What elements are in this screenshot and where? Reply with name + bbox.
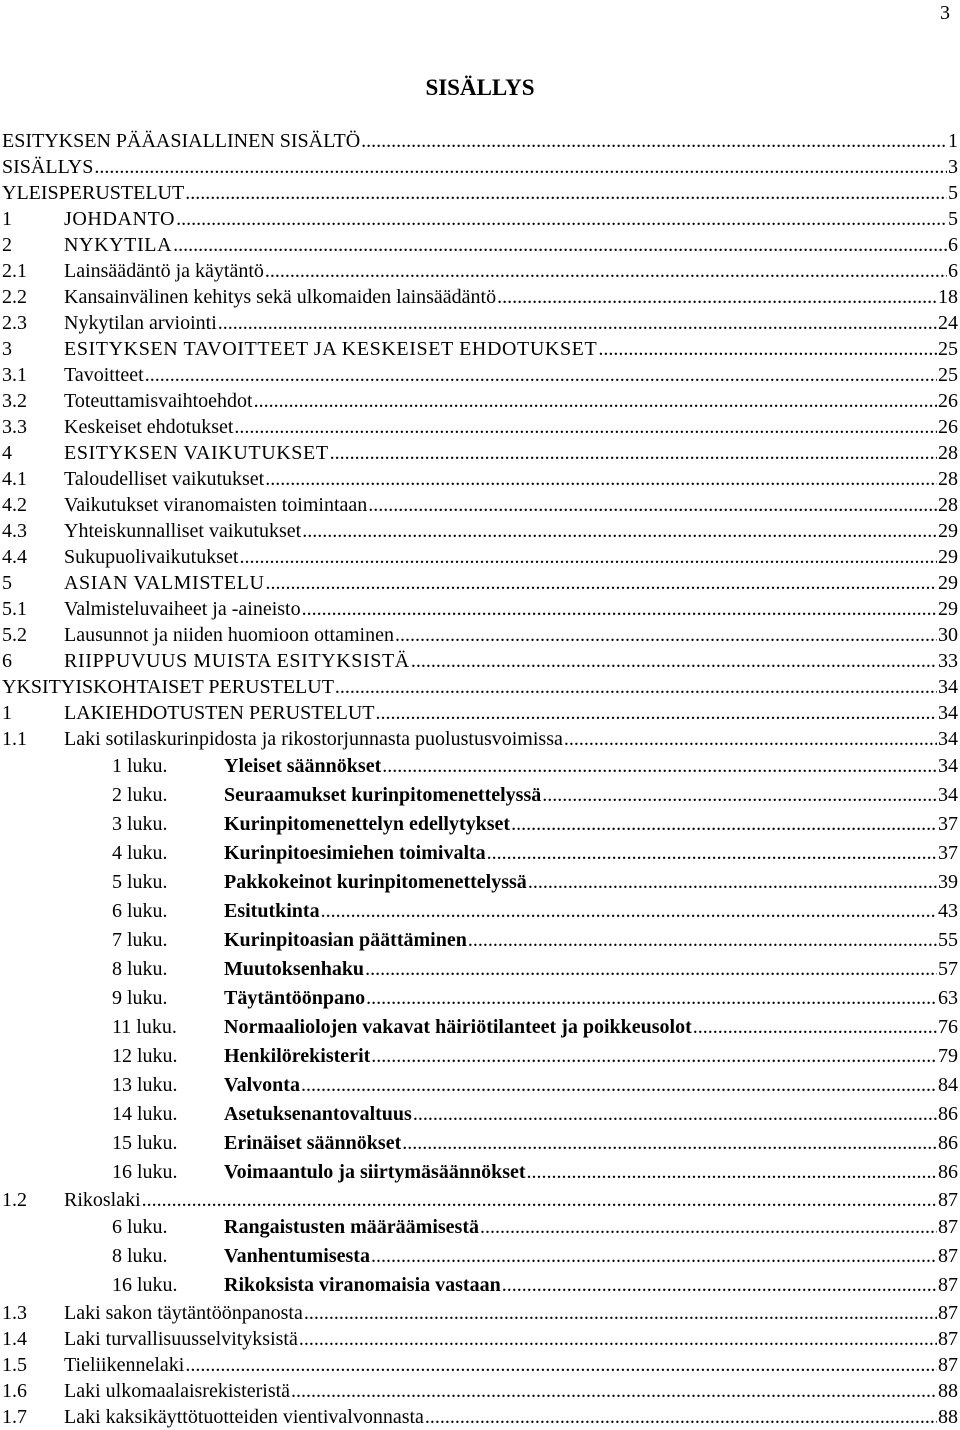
toc-entry[interactable]: [2, 440, 958, 466]
toc-entry[interactable]: [2, 781, 958, 810]
toc-entry-page: 29: [938, 520, 958, 542]
toc-entry-label: ESITYKSEN VAIKUTUKSET: [64, 442, 329, 464]
toc-entry-page: 88: [938, 1380, 958, 1402]
toc-entry-number: 8 luku.: [112, 1245, 168, 1267]
toc-entry-label: Seuraamukset kurinpitomenettelyssä: [224, 784, 542, 806]
toc-entry-page: 3: [948, 156, 958, 178]
toc-entry[interactable]: [2, 700, 958, 726]
toc-entry-label: Kurinpitoasian päättäminen: [224, 929, 467, 951]
toc-entry-number: 1.6: [2, 1380, 27, 1402]
toc-entry-page: 6: [948, 234, 958, 256]
toc-entry-page: 87: [938, 1274, 958, 1296]
toc-entry-number: 4.2: [2, 494, 27, 516]
toc-entry-label: Nykytilan arviointi: [64, 312, 217, 334]
toc-entry-label: SISÄLLYS: [2, 156, 94, 178]
toc-entry-number: 4.4: [2, 546, 27, 568]
toc-entry-page: 86: [938, 1132, 958, 1154]
toc-entry-page: 37: [938, 813, 958, 835]
toc-entry-label: YLEISPERUSTELUT: [2, 182, 185, 204]
toc-entry-page: 28: [938, 494, 958, 516]
toc-entry-page: 5: [948, 208, 958, 230]
toc-entry[interactable]: [2, 1271, 958, 1300]
toc-entry-number: 2.3: [2, 312, 27, 334]
toc-entry-number: 3.3: [2, 416, 27, 438]
toc-entry-number: 4: [2, 442, 12, 464]
toc-entry-number: 6 luku.: [112, 1216, 168, 1238]
toc-entry-page: 29: [938, 546, 958, 568]
toc-entry-number: 3: [2, 338, 12, 360]
dot-leader: [265, 258, 947, 284]
toc-entry-label: Valvonta: [224, 1074, 300, 1096]
dot-leader: [395, 622, 937, 648]
toc-entry[interactable]: [2, 984, 958, 1013]
toc-entry-number: 3.2: [2, 390, 27, 412]
toc-entry-number: 9 luku.: [112, 987, 168, 1009]
toc-entry-page: 39: [938, 871, 958, 893]
toc-entry-page: 87: [938, 1354, 958, 1376]
toc-entry-label: ASIAN VALMISTELU: [64, 572, 265, 594]
toc-entry-page: 29: [938, 598, 958, 620]
toc-entry[interactable]: [2, 1129, 958, 1158]
toc-entry[interactable]: [2, 1187, 958, 1213]
toc-entry[interactable]: [2, 544, 958, 570]
toc-entry-page: 28: [938, 442, 958, 464]
toc-entry-label: LAKIEHDOTUSTEN PERUSTELUT: [64, 702, 375, 724]
toc-entry-label: Keskeiset ehdotukset: [64, 416, 234, 438]
toc-entry-label: Taloudelliset vaikutukset: [64, 468, 265, 490]
toc-entry-page: 63: [938, 987, 958, 1009]
toc-entry-number: 1: [2, 702, 12, 724]
toc-entry-label: Tieliikennelaki: [64, 1354, 185, 1376]
toc-entry-number: 4 luku.: [112, 842, 168, 864]
page-number: 3: [940, 2, 950, 24]
toc-entry-label: Laki ulkomaalaisrekisteristä: [64, 1380, 291, 1402]
dot-leader: [376, 700, 937, 726]
toc-entry-label: Normaaliolojen vakavat häiriötilanteet ja poikkeusolot: [224, 1016, 692, 1038]
toc-entry-label: Erinäiset säännökset: [224, 1132, 402, 1154]
toc-entry-page: 34: [938, 755, 958, 777]
dot-leader: [94, 154, 947, 180]
toc-entry-number: 5: [2, 572, 12, 594]
toc-entry[interactable]: [2, 154, 958, 180]
toc-entry-number: 5.2: [2, 624, 27, 646]
dot-leader: [402, 1129, 937, 1158]
toc-entry-label: Asetuksenantovaltuus: [224, 1103, 412, 1125]
toc-entry-label: Muutoksenhaku: [224, 958, 365, 980]
toc-entry-page: 34: [938, 784, 958, 806]
toc-entry[interactable]: [2, 284, 958, 310]
dot-leader: [511, 810, 937, 839]
dot-leader: [218, 310, 937, 336]
toc-entry-page: 34: [938, 728, 958, 750]
dot-leader: [185, 1352, 937, 1378]
toc-entry[interactable]: [2, 518, 958, 544]
dot-leader: [173, 232, 947, 258]
toc-entry-number: 5.1: [2, 598, 27, 620]
toc-entry-label: Yleiset säännökset: [224, 755, 382, 777]
toc-entry-number: 1.2: [2, 1189, 27, 1211]
toc-entry[interactable]: [2, 955, 958, 984]
toc-entry[interactable]: [2, 839, 958, 868]
dot-leader: [291, 1378, 937, 1404]
toc-entry-number: 3 luku.: [112, 813, 168, 835]
toc-entry[interactable]: [2, 492, 958, 518]
dot-leader: [142, 1187, 937, 1213]
dot-leader: [302, 596, 937, 622]
toc-entry[interactable]: [2, 622, 958, 648]
dot-leader: [265, 466, 937, 492]
toc-entry[interactable]: [2, 1404, 958, 1430]
toc-entry-label: Kansainvälinen kehitys sekä ulkomaiden lainsäädäntö: [64, 286, 497, 308]
toc-entry[interactable]: [2, 1378, 958, 1404]
dot-leader: [371, 1242, 937, 1271]
toc-entry-page: 24: [938, 312, 958, 334]
toc-entry-number: 2.2: [2, 286, 27, 308]
toc-entry[interactable]: [2, 206, 958, 232]
dot-leader: [239, 544, 937, 570]
toc-entry-page: 6: [948, 260, 958, 282]
toc-entry-label: Lainsäädäntö ja käytäntö: [64, 260, 264, 282]
toc-entry-label: Rikoslaki: [64, 1189, 141, 1211]
toc-entry[interactable]: [2, 1100, 958, 1129]
toc-entry-number: 6: [2, 650, 12, 672]
dot-leader: [527, 1158, 937, 1187]
toc-entry-number: 1.4: [2, 1328, 27, 1350]
toc-entry-page: 34: [938, 676, 958, 698]
toc-entry-page: 87: [938, 1216, 958, 1238]
toc-entry-label: YKSITYISKOHTAISET PERUSTELUT: [2, 676, 334, 698]
dot-leader: [302, 518, 937, 544]
toc-entry[interactable]: [2, 128, 958, 154]
dot-leader: [502, 1271, 937, 1300]
toc-entry-label: Rangaistusten määräämisestä: [224, 1216, 479, 1238]
toc-entry-page: 37: [938, 842, 958, 864]
dot-leader: [468, 926, 937, 955]
toc-entry[interactable]: [2, 232, 958, 258]
toc-entry[interactable]: [2, 258, 958, 284]
toc-entry-label: Rikoksista viranomaisia vastaan: [224, 1274, 501, 1296]
toc-entry-number: 12 luku.: [112, 1045, 178, 1067]
dot-leader: [299, 1326, 937, 1352]
toc-entry-label: Pakkokeinot kurinpitomenettelyssä: [224, 871, 527, 893]
toc-entry[interactable]: [2, 362, 958, 388]
toc-entry-number: 11 luku.: [112, 1016, 177, 1038]
toc-entry[interactable]: [2, 648, 958, 674]
toc-entry-page: 87: [938, 1189, 958, 1211]
toc-entry[interactable]: [2, 466, 958, 492]
toc-entry[interactable]: [2, 336, 958, 362]
dot-leader: [365, 955, 937, 984]
dot-leader: [330, 440, 937, 466]
dot-leader: [266, 570, 937, 596]
toc-entry[interactable]: [2, 1352, 958, 1378]
dot-leader: [176, 206, 947, 232]
toc-entry-label: Valmisteluvaiheet ja -aineisto: [64, 598, 301, 620]
toc-entry-page: 5: [948, 182, 958, 204]
toc-entry[interactable]: [2, 596, 958, 622]
dot-leader: [598, 336, 937, 362]
toc-entry[interactable]: [2, 570, 958, 596]
toc-entry[interactable]: [2, 1300, 958, 1326]
dot-leader: [368, 492, 937, 518]
dot-leader: [304, 1300, 937, 1326]
toc-entry-page: 87: [938, 1245, 958, 1267]
toc-entry-page: 29: [938, 572, 958, 594]
dot-leader: [234, 414, 937, 440]
toc-entry-label: Toteuttamisvaihtoehdot: [64, 390, 253, 412]
toc-entry-page: 28: [938, 468, 958, 490]
dot-leader: [335, 674, 937, 700]
toc-entry-label: Sukupuolivaikutukset: [64, 546, 239, 568]
toc-entry-label: Kurinpitomenettelyn edellytykset: [224, 813, 511, 835]
toc-entry-number: 16 luku.: [112, 1161, 178, 1183]
toc-entry-page: 84: [938, 1074, 958, 1096]
toc-entry-label: Tavoitteet: [64, 364, 144, 386]
toc-entry[interactable]: [2, 1326, 958, 1352]
toc-entry-number: 3.1: [2, 364, 27, 386]
toc-entry-page: 1: [948, 130, 958, 152]
toc-entry-label: Esitutkinta: [224, 900, 320, 922]
toc-entry[interactable]: [2, 726, 958, 752]
toc-entry-number: 2.1: [2, 260, 27, 282]
toc-entry-number: 1: [2, 208, 12, 230]
toc-entry-label: Lausunnot ja niiden huomioon ottaminen: [64, 624, 394, 646]
toc-entry[interactable]: [2, 414, 958, 440]
toc-entry-number: 1.7: [2, 1406, 27, 1428]
toc-entry-label: NYKYTILA: [64, 234, 173, 256]
toc-entry-page: 86: [938, 1161, 958, 1183]
toc-entry-number: 1.3: [2, 1302, 27, 1324]
dot-leader: [564, 726, 937, 752]
toc-entry-page: 33: [938, 650, 958, 672]
toc-entry-page: 79: [938, 1045, 958, 1067]
toc-entry-label: Vanhentumisesta: [224, 1245, 370, 1267]
toc-entry-number: 1.5: [2, 1354, 27, 1376]
toc-entry[interactable]: [2, 1013, 958, 1042]
toc-entry-page: 34: [938, 702, 958, 724]
toc-entry-number: 4.1: [2, 468, 27, 490]
toc-entry-number: 6 luku.: [112, 900, 168, 922]
dot-leader: [487, 839, 937, 868]
dot-leader: [321, 897, 937, 926]
toc-entry[interactable]: [2, 310, 958, 336]
toc-entry[interactable]: [2, 1071, 958, 1100]
toc-entry-page: 55: [938, 929, 958, 951]
toc-entry-label: Kurinpitoesimiehen toimivalta: [224, 842, 486, 864]
dot-leader: [542, 781, 937, 810]
toc-entry-label: RIIPPUVUUS MUISTA ESITYKSISTÄ: [64, 650, 410, 672]
toc-entry-page: 26: [938, 390, 958, 412]
toc-entry-number: 2: [2, 234, 12, 256]
table-of-contents: [2, 128, 958, 1430]
toc-entry-number: 15 luku.: [112, 1132, 178, 1154]
dot-leader: [185, 180, 947, 206]
dot-leader: [693, 1013, 937, 1042]
toc-entry-page: 87: [938, 1328, 958, 1350]
toc-entry-number: 16 luku.: [112, 1274, 178, 1296]
toc-entry[interactable]: [2, 1042, 958, 1071]
toc-entry-label: Voimaantulo ja siirtymäsäännökset: [224, 1161, 526, 1183]
dot-leader: [413, 1100, 937, 1129]
toc-entry[interactable]: [2, 180, 958, 206]
toc-entry-page: 26: [938, 416, 958, 438]
toc-entry-page: 86: [938, 1103, 958, 1125]
dot-leader: [371, 1042, 937, 1071]
toc-entry[interactable]: [2, 926, 958, 955]
toc-entry-page: 87: [938, 1302, 958, 1324]
toc-entry-page: 43: [938, 900, 958, 922]
dot-leader: [382, 752, 937, 781]
toc-entry-number: 13 luku.: [112, 1074, 178, 1096]
dot-leader: [254, 388, 937, 414]
toc-entry[interactable]: [2, 388, 958, 414]
toc-entry-label: Täytäntöönpano: [224, 987, 366, 1009]
toc-entry-page: 30: [938, 624, 958, 646]
toc-entry-page: 57: [938, 958, 958, 980]
toc-entry-label: Yhteiskunnalliset vaikutukset: [64, 520, 302, 542]
toc-entry[interactable]: [2, 868, 958, 897]
toc-entry-number: 8 luku.: [112, 958, 168, 980]
dot-leader: [528, 868, 937, 897]
toc-entry[interactable]: [2, 1158, 958, 1187]
toc-entry[interactable]: [2, 752, 958, 781]
toc-entry-number: 14 luku.: [112, 1103, 178, 1125]
dot-leader: [145, 362, 937, 388]
toc-entry-page: 25: [938, 364, 958, 386]
toc-entry[interactable]: [2, 674, 958, 700]
toc-entry[interactable]: [2, 810, 958, 839]
toc-entry-page: 88: [938, 1406, 958, 1428]
toc-entry-label: ESITYKSEN TAVOITTEET JA KESKEISET EHDOTUKSET: [64, 338, 598, 360]
toc-entry-number: 5 luku.: [112, 871, 168, 893]
toc-entry-label: Laki kaksikäyttötuotteiden vientivalvonnasta: [64, 1406, 424, 1428]
toc-entry[interactable]: [2, 1242, 958, 1271]
toc-entry-number: 7 luku.: [112, 929, 168, 951]
toc-entry-page: 18: [938, 286, 958, 308]
page-title: SISÄLLYS: [425, 75, 535, 100]
toc-entry-number: 2 luku.: [112, 784, 168, 806]
toc-entry-label: ESITYKSEN PÄÄASIALLINEN SISÄLTÖ: [2, 130, 361, 152]
toc-entry-label: Laki sotilaskurinpidosta ja rikostorjunnasta puolustusvoimissa: [64, 728, 563, 750]
toc-entry-page: 76: [938, 1016, 958, 1038]
dot-leader: [425, 1404, 937, 1430]
dot-leader: [366, 984, 937, 1013]
toc-entry-label: Henkilörekisterit: [224, 1045, 371, 1067]
dot-leader: [301, 1071, 937, 1100]
toc-entry-label: Vaikutukset viranomaisten toimintaan: [64, 494, 368, 516]
dot-leader: [361, 128, 947, 154]
toc-entry-page: 25: [938, 338, 958, 360]
toc-entry-number: 1.1: [2, 728, 27, 750]
dot-leader: [480, 1213, 937, 1242]
toc-entry-number: 4.3: [2, 520, 27, 542]
toc-entry[interactable]: [2, 897, 958, 926]
toc-entry-label: JOHDANTO: [64, 208, 176, 230]
dot-leader: [497, 284, 937, 310]
toc-entry-label: Laki turvallisuusselvityksistä: [64, 1328, 298, 1350]
toc-entry-label: Laki sakon täytäntöönpanosta: [64, 1302, 303, 1324]
toc-entry-number: 1 luku.: [112, 755, 168, 777]
toc-entry[interactable]: [2, 1213, 958, 1242]
dot-leader: [411, 648, 937, 674]
